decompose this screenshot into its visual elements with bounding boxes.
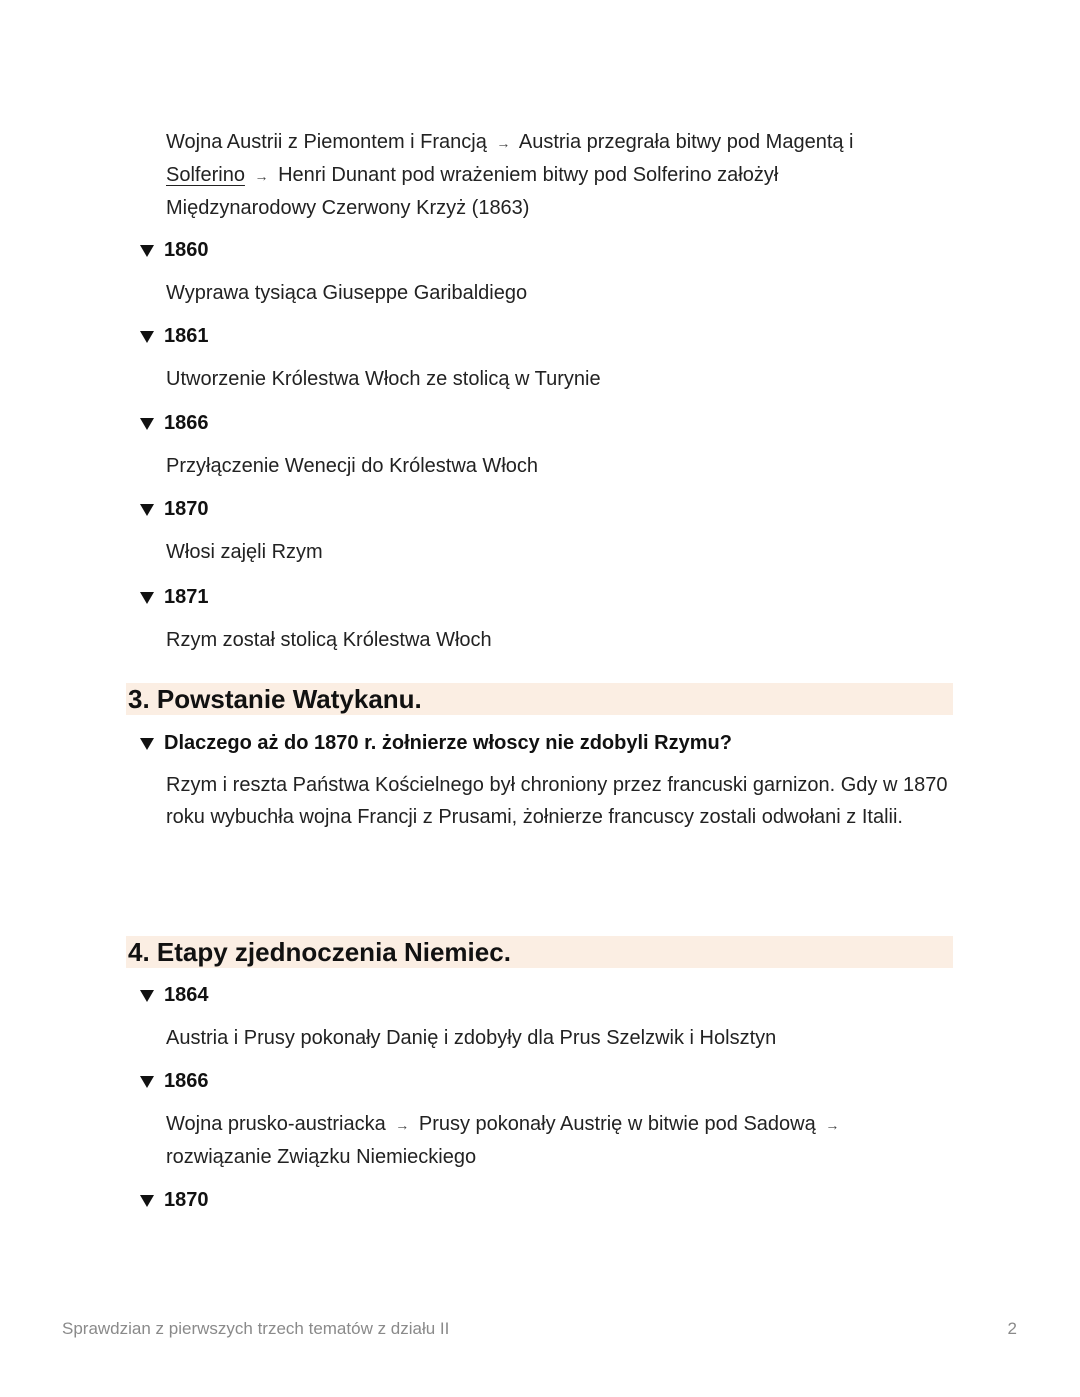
toggle-1871[interactable] [140,583,209,611]
arrow-icon: → [254,168,269,184]
toggle-1860[interactable] [140,236,209,264]
triangle-down-icon [140,1076,154,1088]
intro-line3: Międzynarodowy Czerwony Krzyż (1863) [166,197,530,219]
toggle-year: 1870 [164,498,209,520]
toggle-content: Austria i Prusy pokonały Danię i zdobyły dla Prus Szelzwik i Holsztyn [166,1027,777,1049]
intro-line1-a: Wojna Austrii z Piemontem i Francją [166,131,487,153]
toggle-content: Utworzenie Królestwa Włoch ze stolicą w Turynie [166,368,601,390]
triangle-down-icon [140,504,154,516]
toggle-year: 1864 [164,984,209,1006]
intro-line2-b: Henri Dunant pod wrażeniem bitwy pod Solferino założył [278,164,779,186]
triangle-down-icon [140,331,154,343]
arrow-icon: → [825,1117,840,1133]
triangle-down-icon [140,245,154,257]
toggle-1870[interactable] [140,495,209,523]
toggle-content: Rzym został stolicą Królestwa Włoch [166,629,492,651]
toggle-question-text: Dlaczego aż do 1870 r. żołnierze włoscy nie zdobyli Rzymu? [164,732,732,754]
section-heading-4: 4. Etapy zjednoczenia Niemiec. [126,936,953,968]
toggle-content: Rzym i reszta Państwa Kościelnego był chroniony przez francuski garnizon. Gdy w 1870 roku wybuchła wojna Francji z Prusami, żołnierze francuscy zostali odwołani z Italii. [166,774,948,828]
triangle-down-icon [140,738,154,750]
arrow-icon: → [496,135,511,151]
triangle-down-icon [140,1195,154,1207]
toggle-year: 1866 [164,412,209,434]
toggle-content: Wyprawa tysiąca Giuseppe Garibaldiego [166,282,528,304]
content-part-c: rozwiązanie Związku Niemieckiego [166,1146,477,1168]
triangle-down-icon [140,990,154,1002]
toggle-1864[interactable] [140,981,209,1009]
toggle-year: 1871 [164,586,209,608]
solferino-link[interactable]: Solferino [166,164,245,186]
toggle-1866-de[interactable] [140,1067,209,1095]
toggle-1870-de[interactable] [140,1186,209,1214]
intro-line1-b: Austria przegrała bitwy pod Magentą i [518,131,854,153]
toggle-content: Włosi zajęli Rzym [166,541,323,563]
triangle-down-icon [140,592,154,604]
content-part-a: Wojna prusko-austriacka [166,1113,386,1135]
toggle-content [166,1108,956,1173]
footer-title: Sprawdzian z pierwszych trzech tematów z działu II [62,1319,450,1338]
toggle-year: 1866 [164,1070,209,1092]
toggle-1866[interactable] [140,409,209,437]
toggle-question[interactable] [140,729,732,757]
toggle-year: 1870 [164,1189,209,1211]
triangle-down-icon [140,418,154,430]
intro-paragraph [166,126,956,224]
section-heading-3: 3. Powstanie Watykanu. [126,683,953,715]
toggle-1861[interactable] [140,322,209,350]
content-part-b: Prusy pokonały Austrię w bitwie pod Sadową [418,1113,816,1135]
toggle-year: 1861 [164,325,209,347]
toggle-year: 1860 [164,239,209,261]
arrow-icon: → [395,1117,410,1133]
toggle-content: Przyłączenie Wenecji do Królestwa Włoch [166,455,539,477]
page-number: 2 [1007,1319,1017,1338]
